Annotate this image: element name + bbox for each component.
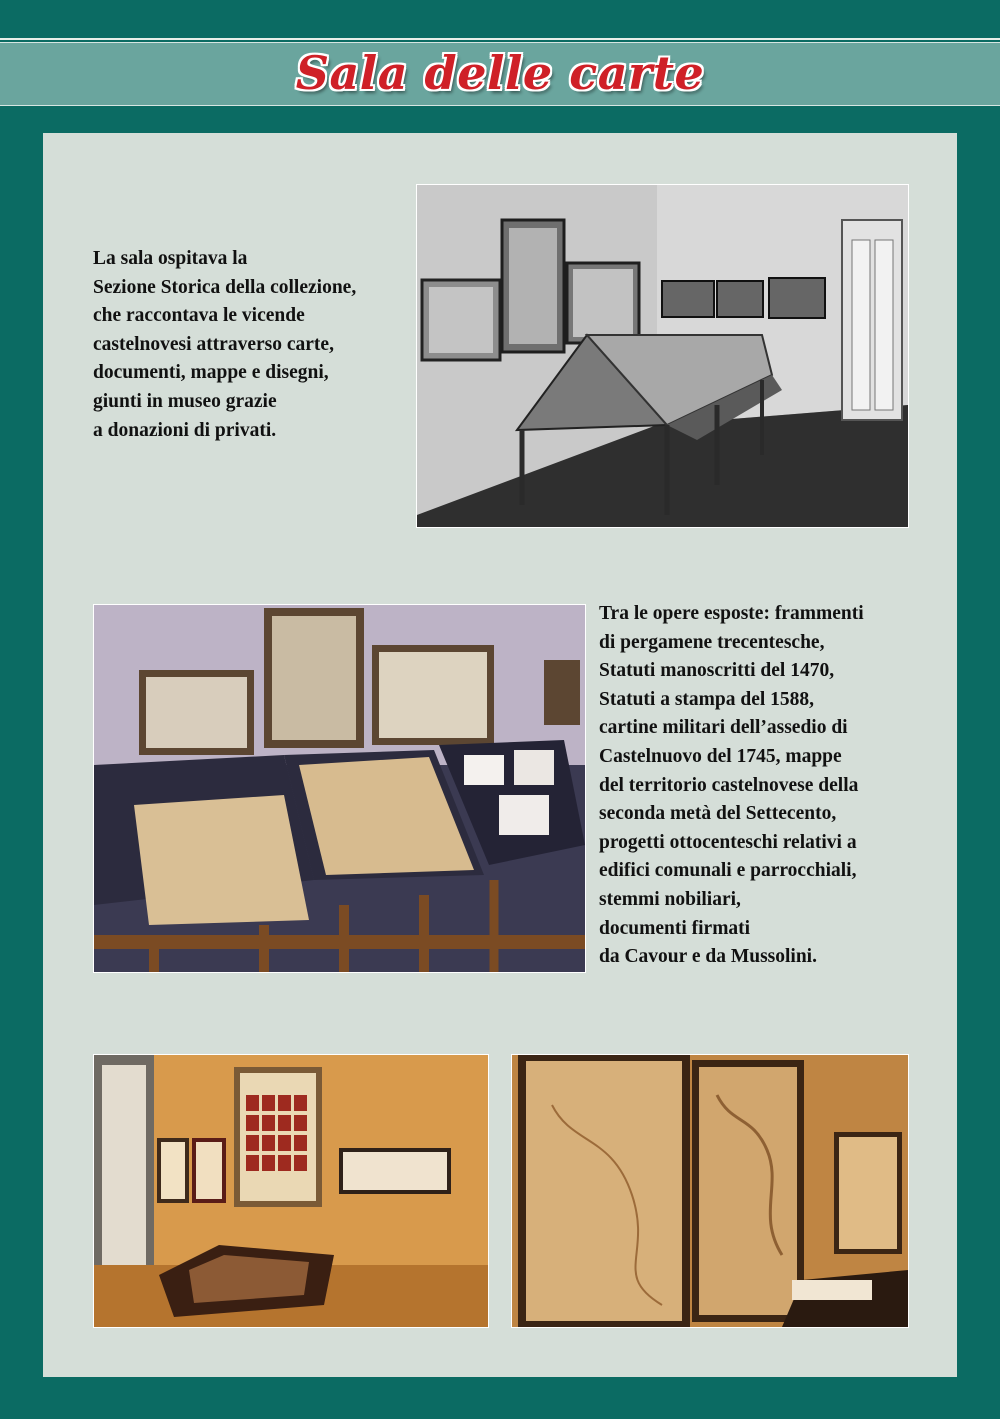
photo-large-maps — [511, 1054, 909, 1328]
photo-display-room — [93, 604, 586, 973]
intro-text: La sala ospitava la Sezione Storica della collezione, che raccontava le vicende castelnovesi attraverso carte, documenti, mappe e disegni, giunti in museo grazie a donazioni di privati. — [93, 248, 357, 441]
photo-bw-room — [416, 184, 909, 528]
photo-coats-of-arms — [93, 1054, 489, 1328]
page-title: Sala delle carte — [295, 46, 705, 100]
works-text: Tra le opere esposte: frammenti di pergamene trecentesche, Statuti manoscritti del 1470, Statuti a stampa del 1588, cartine militari dell’assedio di Castelnuovo del 1745, mappe del territorio castelnovese della seconda metà del Settecento, progetti ottocenteschi relativi a edifici comunali e parrocchiali, stemmi nobiliari, documenti firmati da Cavour e da Mussolini. — [599, 603, 864, 968]
top-divider — [0, 38, 1000, 40]
